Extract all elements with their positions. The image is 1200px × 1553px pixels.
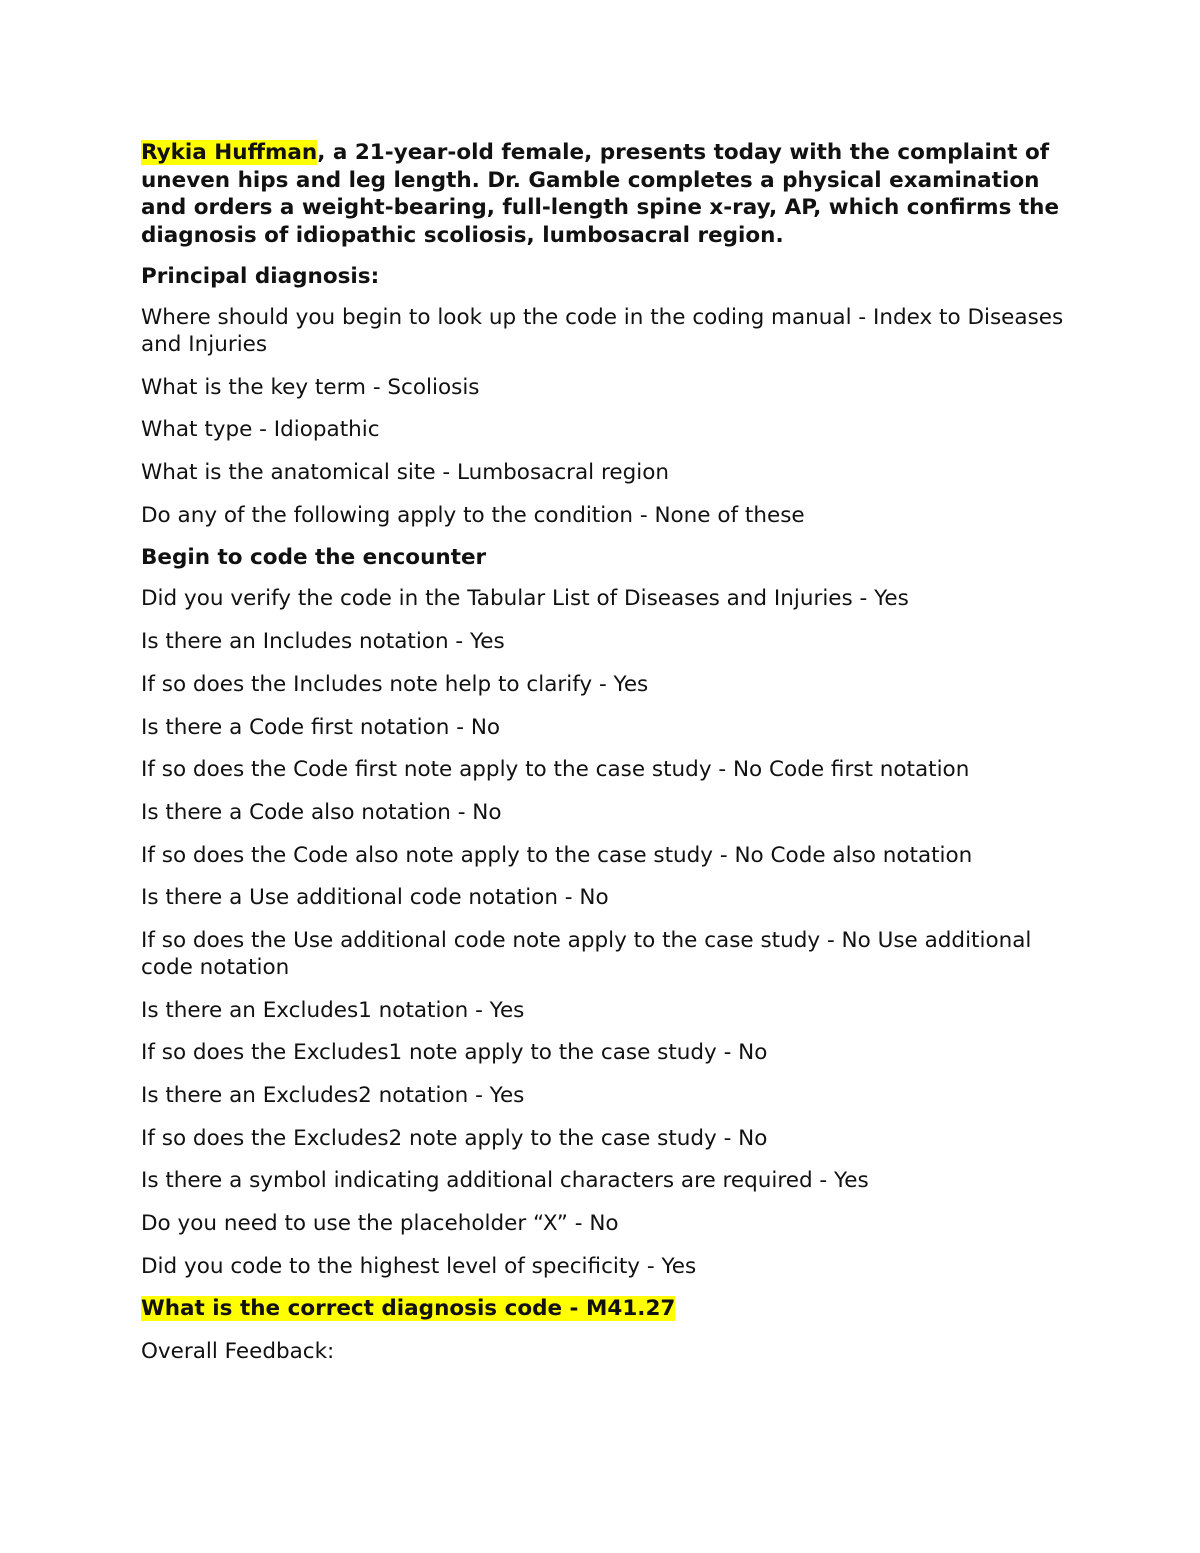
question-line: Is there an Excludes2 notation - Yes	[141, 1083, 525, 1108]
question-line: Is there an Excludes1 notation - Yes	[141, 997, 525, 1023]
question-line: Is there a symbol indicating additional characters are required - Yes	[141, 1168, 869, 1194]
question-line: Do you need to use the placeholder “X” - No	[141, 1211, 619, 1237]
question-line: If so does the Excludes2 note apply to the case study - No	[141, 1125, 768, 1151]
question-line: If so does the Use additional code note apply to the case study - No Use additional code notation	[141, 927, 1032, 980]
question-line: Is there an Includes notation - Yes	[141, 629, 505, 655]
question-line: Do any of the following apply to the condition - None of these	[141, 502, 805, 528]
document-page	[141, 139, 1071, 1381]
question-line: If so does the Code also note apply to the case study - No Code also notation	[141, 842, 973, 868]
question-line: Did you verify the code in the Tabular List of Diseases and Injuries - Yes	[141, 586, 909, 612]
answer-text: What is the correct diagnosis code - M41.27	[141, 1296, 676, 1322]
patient-name: Rykia Huffman	[141, 140, 318, 165]
question-line: Is there a Use additional code notation - No	[141, 885, 609, 911]
question-line: What is the key term - Scoliosis	[141, 374, 480, 400]
question-line: Did you code to the highest level of specificity - Yes	[141, 1253, 697, 1279]
case-intro	[141, 139, 1071, 249]
overall-feedback-label: Overall Feedback:	[141, 1339, 335, 1365]
principal-diagnosis-heading: Principal diagnosis:	[141, 264, 380, 289]
case-description: , a 21-year-old female, presents today with the complaint of uneven hips and leg length. Dr. Gamble completes a physical examination and orders a weight-bearing, full-length spine x-ray, AP, which confirms the diagnosis of idiopathic scoliosis, lumbosacral region.	[141, 140, 1060, 248]
question-line: Is there a Code also notation - No	[141, 799, 502, 825]
question-line: Where should you begin to look up the code in the coding manual - Index to Diseases and Injuries	[141, 305, 1064, 357]
question-line: If so does the Code first note apply to the case study - No Code first notation	[141, 757, 970, 783]
encounter-heading: Begin to code the encounter	[141, 545, 487, 571]
question-line: If so does the Excludes1 note apply to the case study - No	[141, 1040, 768, 1066]
question-line: What is the anatomical site - Lumbosacral region	[141, 460, 669, 486]
correct-code-answer	[141, 1295, 1071, 1322]
question-line: What type - Idiopathic	[141, 417, 380, 443]
question-line: Is there a Code first notation - No	[141, 714, 501, 740]
question-line: If so does the Includes note help to clarify - Yes	[141, 671, 649, 697]
